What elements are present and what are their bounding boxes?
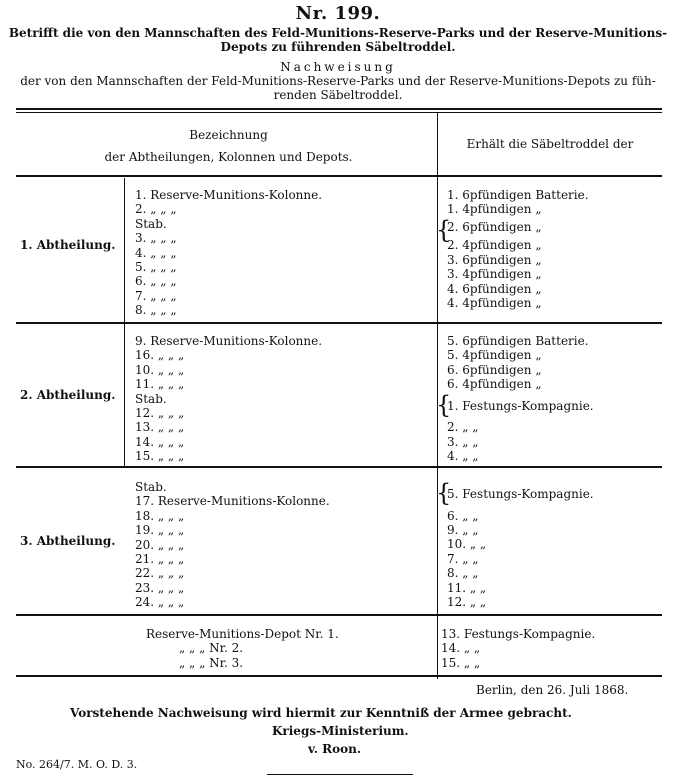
- list-item: 17. Reserve-Munitions-Kolonne.: [135, 494, 330, 509]
- list-item: 1. 4pfündigen „: [447, 202, 542, 217]
- list-item: 18. „ „ „: [135, 508, 185, 523]
- section-label: 1. Abtheilung.: [20, 238, 116, 252]
- subject-line-1: Betrifft die von den Mannschaften des Feld-Munitions-Reserve-Parks und der Reserve-Munitions-: [8, 26, 668, 40]
- brace-icon: {: [436, 479, 452, 507]
- list-item: „ „ „ Nr. 2.: [179, 641, 244, 656]
- column-header-left: [20, 124, 437, 168]
- list-item: Stab.: [135, 480, 167, 494]
- ministry-name: Kriegs-Ministerium.: [272, 724, 409, 738]
- table-top-rule-thin: [16, 112, 662, 113]
- list-item: Reserve-Munitions-Depot Nr. 1.: [146, 627, 339, 641]
- depot-list: [146, 627, 339, 670]
- document-number: Nr. 199.: [295, 3, 381, 24]
- section-3-units: [135, 480, 330, 610]
- list-item: 5. „ „ „: [135, 259, 177, 274]
- notice-text: Vorstehende Nachweisung wird hiermit zur Kenntniß der Armee gebracht.: [70, 706, 572, 720]
- brace-icon: {: [436, 391, 452, 419]
- subject-line-2: Depots zu führenden Säbeltroddel.: [220, 40, 456, 54]
- section-3-bottom-rule: [16, 614, 662, 616]
- list-item: 6. „ „ „: [135, 274, 177, 289]
- list-item: 11. „ „: [447, 580, 487, 595]
- list-item: 1. Reserve-Munitions-Kolonne.: [135, 188, 323, 202]
- list-item: 21. „ „ „: [135, 551, 185, 566]
- list-item: 12. „ „: [447, 594, 487, 609]
- list-item: 2. 4pfündigen „: [447, 238, 542, 253]
- list-item: 14. „ „ „: [135, 434, 185, 449]
- list-item: 6. 6pfündigen „: [447, 362, 542, 377]
- depot-companies: [441, 627, 595, 670]
- list-item: 13. Festungs-Kompagnie.: [441, 627, 596, 641]
- section-2-batteries: [447, 334, 594, 464]
- list-item: 20. „ „ „: [135, 537, 185, 552]
- section-3-companies: [447, 487, 594, 609]
- list-item: 10. „ „ „: [135, 362, 185, 377]
- nachweisung-title: Nachweisung: [280, 60, 396, 74]
- list-item: 14. „ „: [441, 641, 481, 656]
- list-item: 16. „ „ „: [135, 348, 185, 363]
- list-item: 6. „ „: [447, 508, 479, 523]
- list-item: 8. „ „: [447, 566, 479, 581]
- list-item: 12. „ „ „: [135, 405, 185, 420]
- nachweisung-subtitle: [0, 74, 676, 102]
- column-header-left-line-2: der Abtheilungen, Kolonnen und Depots.: [104, 150, 353, 164]
- list-item: Stab.: [135, 391, 167, 406]
- section-2-bottom-rule: [16, 466, 662, 468]
- list-item: 9. „ „: [447, 522, 479, 537]
- list-item: 5. 6pfündigen Batterie.: [447, 334, 589, 348]
- list-item: 2. 6pfündigen „: [447, 219, 542, 234]
- list-item: „ „ „ Nr. 3.: [179, 655, 244, 670]
- list-item: 5. 4pfündigen „: [447, 348, 542, 363]
- list-item: 2. „ „ „: [135, 202, 177, 217]
- list-item: 23. „ „ „: [135, 580, 185, 595]
- list-item: 1. 6pfündigen Batterie.: [447, 188, 589, 202]
- section-2-units: [135, 334, 322, 464]
- list-item: 11. „ „ „: [135, 377, 185, 392]
- list-item: 7. „ „: [447, 551, 479, 566]
- list-item: 7. „ „ „: [135, 288, 177, 303]
- list-item: 4. „ „: [447, 449, 479, 464]
- list-item: 9. Reserve-Munitions-Kolonne.: [135, 334, 323, 348]
- list-item: 4. 6pfündigen „: [447, 281, 542, 296]
- table-bottom-rule: [16, 675, 662, 677]
- list-item: 22. „ „ „: [135, 566, 185, 581]
- nachweisung-line-1: der von den Mannschaften der Feld-Munitions-Reserve-Parks und der Reserve-Munitions-Depots zu füh-: [20, 74, 656, 88]
- list-item: 3. „ „ „: [135, 231, 177, 246]
- list-item: 8. „ „ „: [135, 303, 177, 318]
- section-1-units: [135, 188, 322, 318]
- list-item: 2. „ „: [447, 420, 479, 435]
- list-item: 19. „ „ „: [135, 523, 185, 538]
- list-item: Stab.: [135, 216, 167, 231]
- subject-heading: [0, 26, 676, 54]
- column-header-right: Erhält die Säbeltroddel der: [466, 137, 634, 151]
- list-item: 3. 4pfündigen „: [447, 267, 542, 282]
- reference-number: No. 264/7. M. O. D. 3.: [16, 758, 138, 771]
- list-item: 15. „ „ „: [135, 449, 185, 464]
- list-item: 5. Festungs-Kompagnie.: [447, 487, 594, 501]
- place-date: Berlin, den 26. Juli 1868.: [476, 683, 629, 697]
- brace-icon: {: [436, 216, 452, 244]
- list-item: 3. „ „: [447, 434, 479, 449]
- list-item: 24. „ „ „: [135, 595, 185, 610]
- nachweisung-line-2: renden Säbeltroddel.: [273, 88, 403, 102]
- table-top-rule: [16, 108, 662, 110]
- list-item: 6. 4pfündigen „: [447, 377, 542, 392]
- section-label: 2. Abtheilung.: [20, 388, 116, 402]
- footer-divider: [267, 774, 413, 775]
- header-bottom-rule: [16, 175, 662, 177]
- list-item: 13. „ „ „: [135, 420, 185, 435]
- list-item: 3. 6pfündigen „: [447, 252, 542, 267]
- list-item: 1. Festungs-Kompagnie.: [447, 398, 594, 413]
- list-item: 10. „ „: [447, 537, 487, 552]
- signature: v. Roon.: [308, 742, 362, 756]
- section-1-bottom-rule: [16, 322, 662, 324]
- section-1-batteries: [447, 188, 589, 310]
- list-item: 15. „ „: [441, 655, 481, 670]
- list-item: 4. 4pfündigen „: [447, 295, 542, 310]
- section-label: 3. Abtheilung.: [20, 534, 116, 548]
- column-header-left-line-1: Bezeichnung: [189, 128, 268, 142]
- list-item: 4. „ „ „: [135, 245, 177, 260]
